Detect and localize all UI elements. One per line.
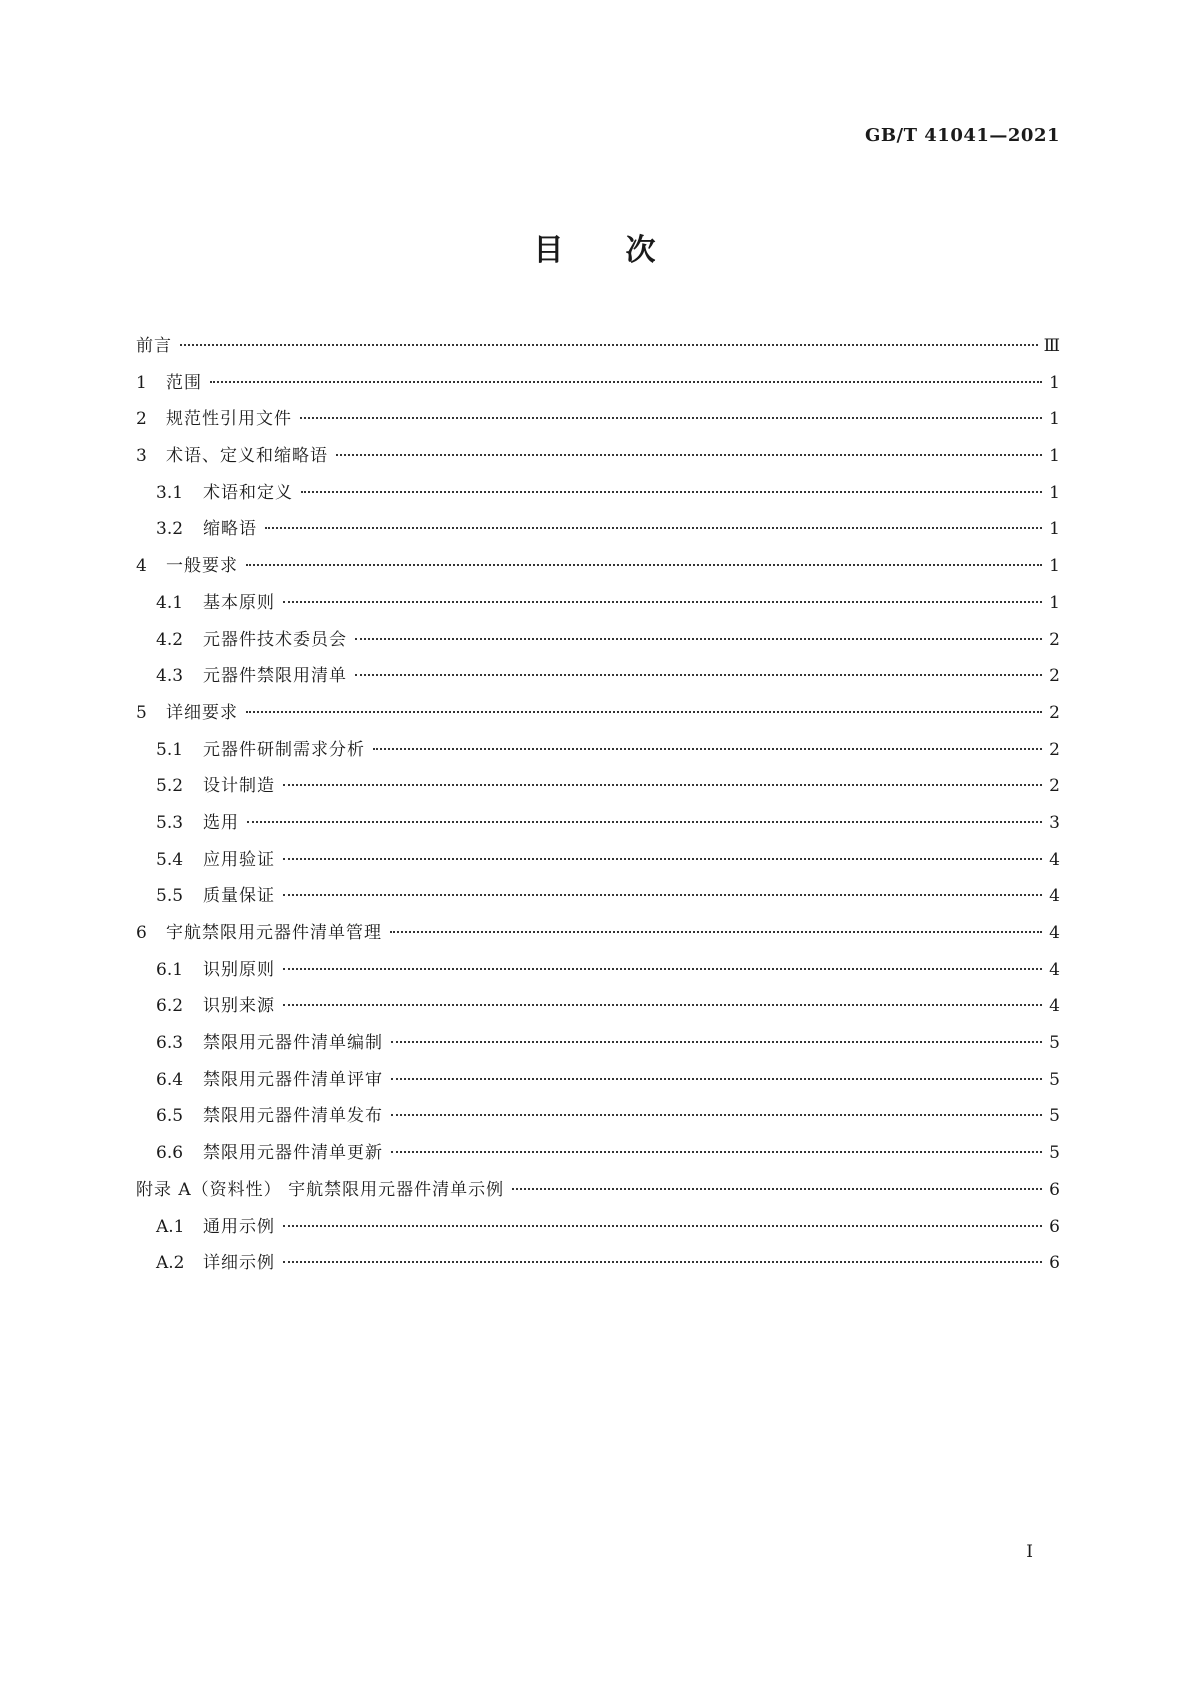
toc-entry-label: 范围 (166, 372, 202, 393)
toc-entry[interactable] (136, 695, 1060, 732)
toc-entry[interactable] (136, 1062, 1060, 1099)
toc-entry-page: 3 (1049, 812, 1060, 833)
toc-entry-number: 3.2 (156, 519, 184, 540)
dot-leader (283, 968, 1042, 970)
dot-leader (512, 1188, 1042, 1190)
toc-entry[interactable] (136, 438, 1060, 475)
dot-leader (246, 564, 1042, 566)
dot-leader (283, 858, 1042, 860)
toc-entry[interactable] (136, 1135, 1060, 1172)
dot-leader (265, 527, 1042, 529)
toc-entry-label: 术语、定义和缩略语 (166, 446, 328, 467)
toc-entry-page: Ⅲ (1043, 336, 1060, 356)
dot-leader (390, 931, 1042, 933)
toc-entry-number: 5.2 (156, 776, 184, 797)
dot-leader (355, 638, 1042, 640)
toc-entry[interactable] (136, 1245, 1060, 1282)
toc-entry[interactable] (136, 548, 1060, 585)
toc-entry-number: 6 (136, 923, 147, 943)
toc-entry-label: 设计制造 (203, 776, 275, 797)
toc-entry[interactable] (136, 511, 1060, 548)
toc-entry-page: 6 (1049, 1179, 1060, 1200)
toc-entry-page: 2 (1049, 629, 1060, 650)
toc-entry-label: 通用示例 (203, 1216, 275, 1237)
page-title (0, 225, 1191, 269)
toc-entry[interactable] (136, 805, 1060, 842)
toc-entry-page: 1 (1049, 372, 1060, 393)
toc-entry-number: 4.3 (156, 666, 184, 687)
toc-entry-page: 2 (1049, 702, 1060, 723)
toc-entry[interactable] (136, 585, 1060, 622)
toc-entry-number: 4.1 (156, 592, 184, 613)
toc-entry[interactable] (136, 1025, 1060, 1062)
dot-leader (210, 381, 1042, 383)
toc-entry-number: 6.6 (156, 1143, 184, 1164)
dot-leader (283, 1004, 1042, 1006)
toc-entry[interactable] (136, 768, 1060, 805)
toc-entry[interactable] (136, 878, 1060, 915)
toc-entry-page: 2 (1049, 776, 1060, 797)
toc-entry-label: 一般要求 (166, 556, 238, 577)
toc-entry-number: 3.1 (156, 482, 184, 503)
toc-entry-number: A.1 (156, 1216, 185, 1237)
toc-entry-page: 4 (1049, 923, 1060, 943)
toc-entry-number: 6.2 (156, 996, 184, 1017)
toc-entry-page: 1 (1049, 409, 1060, 430)
toc-entry-number: 5 (136, 702, 147, 723)
toc-entry-page: 4 (1049, 886, 1060, 907)
toc-entry-page: 1 (1049, 482, 1060, 503)
dot-leader (247, 821, 1042, 823)
toc-entry-label: 基本原则 (203, 592, 275, 613)
toc-entry-page: 6 (1049, 1253, 1060, 1274)
toc-entry-number: 5.4 (156, 849, 184, 870)
toc-entry-label: 禁限用元器件清单评审 (203, 1069, 383, 1090)
dot-leader (373, 748, 1042, 750)
dot-leader (283, 1261, 1042, 1263)
toc-entry-label: 识别来源 (203, 996, 275, 1017)
toc-entry-label: 应用验证 (203, 849, 275, 870)
dot-leader (391, 1151, 1042, 1153)
toc-entry-number: 3 (136, 446, 147, 467)
toc-entry[interactable] (136, 658, 1060, 695)
toc-entry-label: 禁限用元器件清单更新 (203, 1143, 383, 1164)
toc-entry-number: 5.1 (156, 739, 184, 760)
toc-entry-number: 5.3 (156, 812, 184, 833)
toc-entry-number: 6.3 (156, 1033, 184, 1054)
toc-entry[interactable] (136, 475, 1060, 512)
toc-entry-page: 5 (1049, 1069, 1060, 1090)
toc-entry-page: 2 (1049, 666, 1060, 687)
toc-entry[interactable] (136, 1209, 1060, 1246)
toc-entry-label: 元器件研制需求分析 (203, 739, 365, 760)
page-number: I (1026, 1542, 1033, 1562)
dot-leader (355, 674, 1042, 676)
toc-entry[interactable] (136, 622, 1060, 659)
toc-entry-page: 1 (1049, 556, 1060, 577)
toc-entry-page: 2 (1049, 739, 1060, 760)
toc-entry-label: 选用 (203, 812, 239, 833)
dot-leader (180, 344, 1038, 346)
toc-entry-label: 缩略语 (203, 519, 257, 540)
toc-entry-label: 详细示例 (203, 1253, 275, 1274)
dot-leader (283, 894, 1042, 896)
toc-entry-label: 附录 A（资料性） 宇航禁限用元器件清单示例 (136, 1179, 505, 1200)
dot-leader (300, 417, 1042, 419)
toc-entry-label: 禁限用元器件清单发布 (203, 1106, 383, 1127)
toc-entry-page: 5 (1049, 1106, 1060, 1127)
dot-leader (336, 454, 1042, 456)
title-char-1: 目 (533, 233, 566, 268)
toc-entry-page: 4 (1049, 959, 1060, 980)
dot-leader (391, 1114, 1042, 1116)
toc-entry-label: 元器件禁限用清单 (203, 666, 347, 687)
toc-entry-page: 5 (1049, 1033, 1060, 1054)
toc-entry-label: 质量保证 (203, 886, 275, 907)
dot-leader (301, 491, 1042, 493)
toc-entry[interactable] (136, 842, 1060, 879)
dot-leader (391, 1041, 1042, 1043)
toc-entry-page: 6 (1049, 1216, 1060, 1237)
document-code: GB/T 41041—2021 (864, 125, 1060, 146)
toc-entry-label: 规范性引用文件 (166, 409, 292, 430)
toc-entry-label: 宇航禁限用元器件清单管理 (166, 923, 382, 943)
toc-entry-page: 4 (1049, 849, 1060, 870)
toc-entry[interactable] (136, 401, 1060, 438)
dot-leader (391, 1078, 1042, 1080)
toc-entry-number: 5.5 (156, 886, 184, 907)
toc-entry-number: 1 (136, 372, 147, 393)
toc-entry-label: 详细要求 (166, 702, 238, 723)
dot-leader (283, 784, 1042, 786)
toc-entry[interactable] (136, 1172, 1060, 1209)
toc-entry-number: 4.2 (156, 629, 184, 650)
toc-entry[interactable] (136, 365, 1060, 402)
toc-entry-number: 6.1 (156, 959, 184, 980)
toc-entry-label: 前言 (136, 336, 172, 356)
toc-entry-label: 识别原则 (203, 959, 275, 980)
toc-entry-label: 元器件技术委员会 (203, 629, 347, 650)
toc-entry-number: A.2 (156, 1253, 185, 1274)
toc-entry-number: 6.4 (156, 1069, 184, 1090)
toc-entry[interactable] (136, 732, 1060, 769)
dot-leader (283, 1225, 1042, 1227)
toc-entry-label: 术语和定义 (203, 482, 293, 503)
toc-entry-page: 5 (1049, 1143, 1060, 1164)
toc-entry-page: 1 (1049, 519, 1060, 540)
toc-entry-page: 4 (1049, 996, 1060, 1017)
toc-entry[interactable] (136, 1098, 1060, 1135)
toc-entry[interactable] (136, 988, 1060, 1025)
toc-entry[interactable] (136, 915, 1060, 952)
title-char-2: 次 (625, 233, 658, 268)
toc-entry-number: 6.5 (156, 1106, 184, 1127)
toc-entry[interactable] (136, 952, 1060, 989)
dot-leader (283, 601, 1042, 603)
toc-entry-number: 4 (136, 556, 147, 577)
toc-entry-page: 1 (1049, 592, 1060, 613)
toc-entry-label: 禁限用元器件清单编制 (203, 1033, 383, 1054)
toc-entry-page: 1 (1049, 446, 1060, 467)
toc-entry-number: 2 (136, 409, 147, 430)
dot-leader (246, 711, 1042, 713)
table-of-contents (136, 328, 1060, 1282)
toc-entry[interactable] (136, 328, 1060, 365)
